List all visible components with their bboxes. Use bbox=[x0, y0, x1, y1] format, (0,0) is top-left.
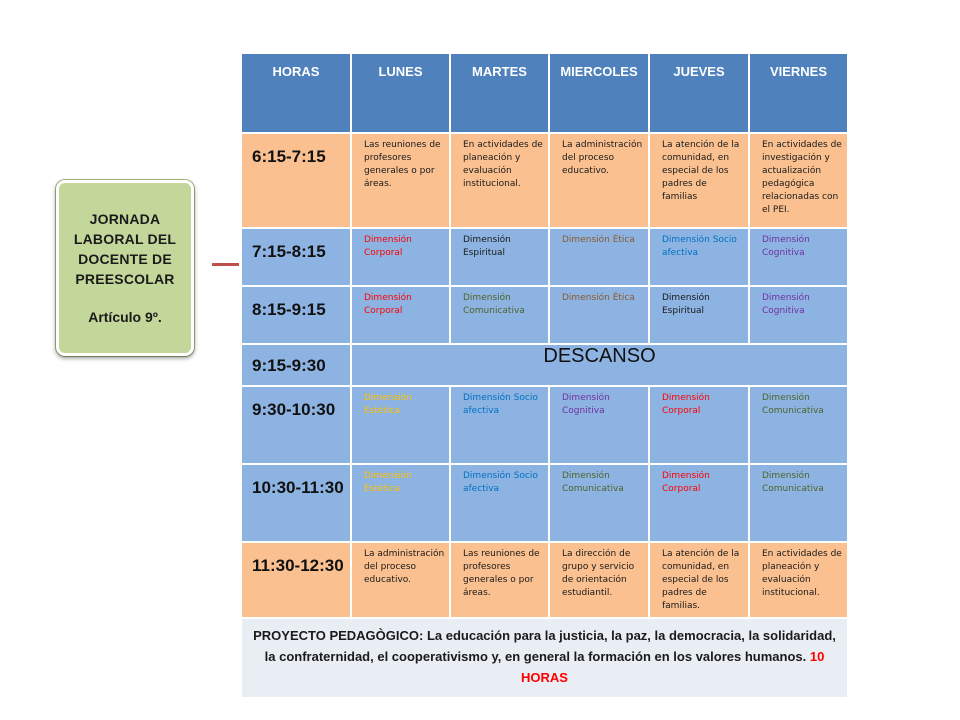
activity-cell-jueves: Dimensión Socio afectiva bbox=[649, 228, 749, 286]
activity-cell-martes: Dimensión Socio afectiva bbox=[450, 464, 549, 542]
activity-cell-viernes: Dimensión Comunicativa bbox=[749, 464, 848, 542]
activity-cell-lunes: La administración del proceso educativo. bbox=[351, 542, 450, 618]
header-row bbox=[241, 53, 848, 133]
activity-cell-viernes: Dimensión Cognitiva bbox=[749, 228, 848, 286]
activity-cell-miercoles: La dirección de grupo y servicio de orientación estudiantil. bbox=[549, 542, 649, 618]
table-row bbox=[241, 286, 848, 344]
activity-cell-viernes: En actividades de investigación y actualización pedagógica relacionadas con el PEI. bbox=[749, 133, 848, 228]
activity-cell-miercoles: Dimensión Ética bbox=[549, 228, 649, 286]
project-hours: 10 HORAS bbox=[521, 649, 825, 685]
activity-cell-lunes: Dimensión Corporal bbox=[351, 286, 450, 344]
schedule-table bbox=[240, 52, 849, 699]
hour-cell: 9:15-9:30 bbox=[241, 344, 351, 386]
hour-cell: 11:30-12:30 bbox=[241, 542, 351, 618]
activity-cell-martes: En actividades de planeación y evaluación institucional. bbox=[450, 133, 549, 228]
project-cell bbox=[241, 618, 848, 698]
header-martes: MARTES bbox=[450, 53, 549, 133]
table-row bbox=[241, 133, 848, 228]
break-row bbox=[241, 344, 848, 386]
connector-line bbox=[212, 263, 239, 266]
header-horas: HORAS bbox=[241, 53, 351, 133]
hour-cell: 10:30-11:30 bbox=[241, 464, 351, 542]
article-box-title bbox=[74, 209, 176, 289]
activity-cell-martes: Dimensión Comunicativa bbox=[450, 286, 549, 344]
hour-cell: 8:15-9:15 bbox=[241, 286, 351, 344]
project-row bbox=[241, 618, 848, 698]
table-row bbox=[241, 386, 848, 464]
hour-cell: 6:15-7:15 bbox=[241, 133, 351, 228]
activity-cell-miercoles: La administración del proceso educativo. bbox=[549, 133, 649, 228]
activity-cell-martes: Dimensión Socio afectiva bbox=[450, 386, 549, 464]
activity-cell-jueves: Dimensión Corporal bbox=[649, 386, 749, 464]
title-line-4: PREESCOLAR bbox=[75, 271, 175, 287]
table-row bbox=[241, 542, 848, 618]
activity-cell-miercoles: Dimensión Ética bbox=[549, 286, 649, 344]
activity-cell-lunes: Dimensión Estética bbox=[351, 464, 450, 542]
table-row bbox=[241, 464, 848, 542]
article-label: Artículo 9º. bbox=[88, 309, 162, 325]
activity-cell-jueves: La atención de la comunidad, en especial de los padres de familias bbox=[649, 133, 749, 228]
title-line-2: LABORAL DEL bbox=[73, 231, 177, 247]
activity-cell-viernes: Dimensión Comunicativa bbox=[749, 386, 848, 464]
header-lunes: LUNES bbox=[351, 53, 450, 133]
activity-cell-lunes: Las reuniones de profesores generales o por áreas. bbox=[351, 133, 450, 228]
article-box bbox=[56, 180, 194, 356]
break-label: DESCANSO bbox=[351, 344, 848, 386]
activity-cell-lunes: Dimensión Estética bbox=[351, 386, 450, 464]
activity-cell-lunes: Dimensión Corporal bbox=[351, 228, 450, 286]
hour-cell: 9:30-10:30 bbox=[241, 386, 351, 464]
activity-cell-miercoles: Dimensión Cognitiva bbox=[549, 386, 649, 464]
hour-cell: 7:15-8:15 bbox=[241, 228, 351, 286]
project-text: PROYECTO PEDAGÒGICO: La educación para la justicia, la paz, la democracia, la solidaridad, la confraternidad, el cooperativismo y, en general la formación en los valores humanos. bbox=[253, 628, 836, 664]
activity-cell-martes: Dimensión Espiritual bbox=[450, 228, 549, 286]
activity-cell-jueves: La atención de la comunidad, en especial de los padres de familias. bbox=[649, 542, 749, 618]
header-jueves: JUEVES bbox=[649, 53, 749, 133]
activity-cell-miercoles: Dimensión Comunicativa bbox=[549, 464, 649, 542]
activity-cell-viernes: Dimensión Cognitiva bbox=[749, 286, 848, 344]
header-viernes: VIERNES bbox=[749, 53, 848, 133]
title-line-1: JORNADA bbox=[89, 211, 161, 227]
activity-cell-viernes: En actividades de planeación y evaluación institucional. bbox=[749, 542, 848, 618]
activity-cell-jueves: Dimensión Corporal bbox=[649, 464, 749, 542]
title-line-3: DOCENTE DE bbox=[78, 251, 172, 267]
header-miercoles: MIERCOLES bbox=[549, 53, 649, 133]
activity-cell-jueves: Dimensión Espiritual bbox=[649, 286, 749, 344]
table-row bbox=[241, 228, 848, 286]
activity-cell-martes: Las reuniones de profesores generales o por áreas. bbox=[450, 542, 549, 618]
